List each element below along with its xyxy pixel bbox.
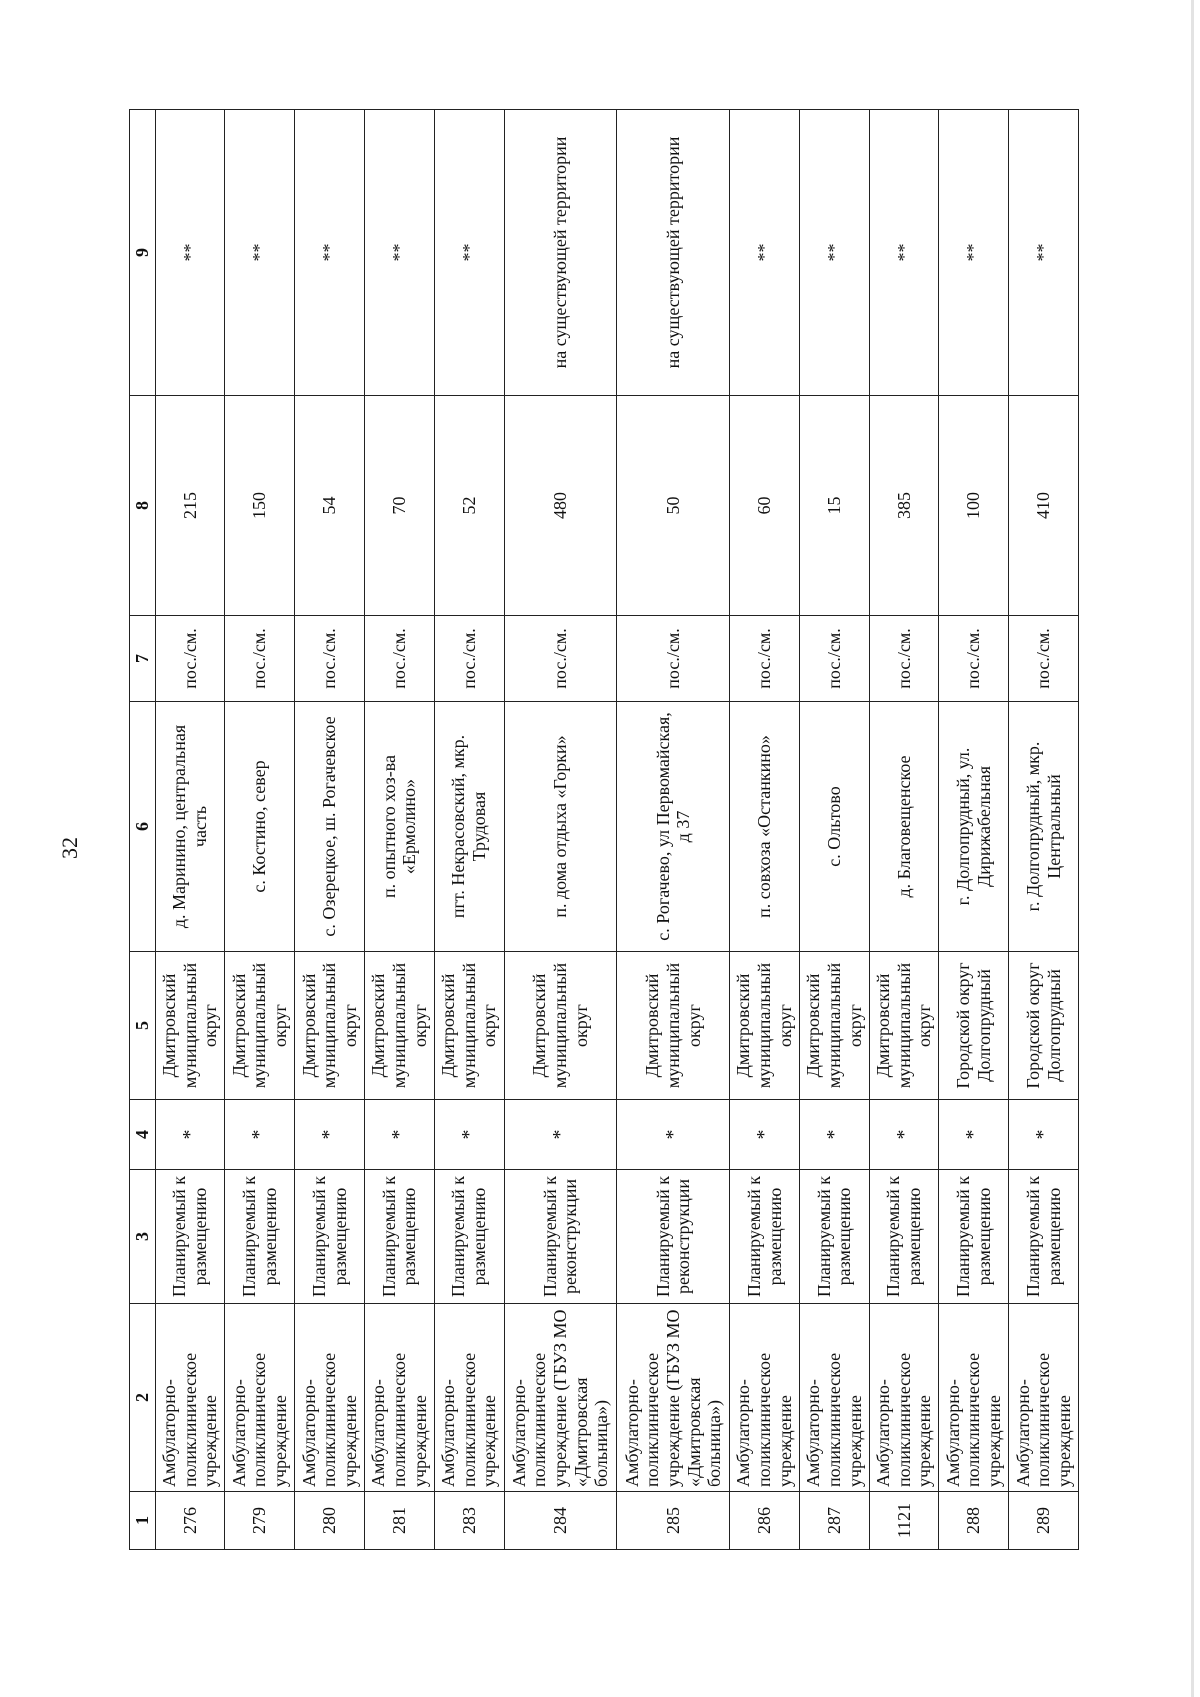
location: п. опытного хоз-ва «Ермолино» [364, 702, 434, 952]
note: ** [225, 110, 295, 396]
row-number: 279 [225, 1492, 295, 1550]
row-number: 286 [730, 1492, 800, 1550]
location: г. Долгопрудный, мкр. Центральный [1009, 702, 1079, 952]
note: ** [869, 110, 939, 396]
star-mark: * [434, 1100, 504, 1170]
page-number: 32 [57, 837, 82, 859]
star-mark: * [617, 1100, 730, 1170]
table-row [617, 110, 730, 1550]
row-number: 1121 [869, 1492, 939, 1550]
facility-status: Планируемый к размещению [730, 1170, 800, 1304]
facility-name: Амбулаторно-поликлиническое учреждение [799, 1304, 869, 1492]
star-mark: * [364, 1100, 434, 1170]
table-container [129, 110, 1079, 1550]
location: п. совхоза «Останкино» [730, 702, 800, 952]
capacity: 480 [504, 396, 617, 616]
facility-name: Амбулаторно-поликлиническое учреждение [295, 1304, 365, 1492]
row-number: 288 [939, 1492, 1009, 1550]
district: Дмитровский муниципальный округ [730, 952, 800, 1100]
facility-status: Планируемый к размещению [1009, 1170, 1079, 1304]
unit: пос./см. [799, 616, 869, 702]
unit: пос./см. [939, 616, 1009, 702]
capacity: 52 [434, 396, 504, 616]
facility-name: Амбулаторно-поликлиническое учреждение [939, 1304, 1009, 1492]
unit: пос./см. [364, 616, 434, 702]
note: ** [939, 110, 1009, 396]
row-number: 276 [155, 1492, 225, 1550]
district: Городской округ Долгопрудный [939, 952, 1009, 1100]
unit: пос./см. [1009, 616, 1079, 702]
location: с. Рогачево, ул Первомайская, д 37 [617, 702, 730, 952]
table-row [504, 110, 617, 1550]
table-row [295, 110, 365, 1550]
unit: пос./см. [730, 616, 800, 702]
facility-status: Планируемый к размещению [155, 1170, 225, 1304]
row-number: 289 [1009, 1492, 1079, 1550]
table-row [1009, 110, 1079, 1550]
facility-name: Амбулаторно-поликлиническое учреждение [730, 1304, 800, 1492]
district: Дмитровский муниципальный округ [225, 952, 295, 1100]
facility-status: Планируемый к размещению [364, 1170, 434, 1304]
row-number: 284 [504, 1492, 617, 1550]
facility-status: Планируемый к размещению [869, 1170, 939, 1304]
unit: пос./см. [155, 616, 225, 702]
district: Дмитровский муниципальный округ [434, 952, 504, 1100]
header-cell-3: 3 [130, 1170, 156, 1304]
star-mark: * [799, 1100, 869, 1170]
facility-name: Амбулаторно-поликлиническое учреждение [869, 1304, 939, 1492]
unit: пос./см. [434, 616, 504, 702]
facility-status: Планируемый к размещению [434, 1170, 504, 1304]
star-mark: * [730, 1100, 800, 1170]
note: ** [1009, 110, 1079, 396]
table-row [225, 110, 295, 1550]
unit: пос./см. [225, 616, 295, 702]
district: Городской округ Долгопрудный [1009, 952, 1079, 1100]
location: п. дома отдыха «Горки» [504, 702, 617, 952]
district: Дмитровский муниципальный округ [364, 952, 434, 1100]
facility-name: Амбулаторно-поликлиническое учреждение [225, 1304, 295, 1492]
location: г. Долгопрудный, ул. Дирижабельная [939, 702, 1009, 952]
data-table [129, 109, 1079, 1550]
table-row [799, 110, 869, 1550]
note: ** [155, 110, 225, 396]
row-number: 283 [434, 1492, 504, 1550]
star-mark: * [295, 1100, 365, 1170]
note: на существующей территории [504, 110, 617, 396]
note: ** [364, 110, 434, 396]
district: Дмитровский муниципальный округ [799, 952, 869, 1100]
star-mark: * [504, 1100, 617, 1170]
facility-status: Планируемый к реконструкции [504, 1170, 617, 1304]
capacity: 385 [869, 396, 939, 616]
row-number: 280 [295, 1492, 365, 1550]
unit: пос./см. [504, 616, 617, 702]
capacity: 215 [155, 396, 225, 616]
star-mark: * [1009, 1100, 1079, 1170]
header-cell-5: 5 [130, 952, 156, 1100]
header-cell-6: 6 [130, 702, 156, 952]
header-cell-4: 4 [130, 1100, 156, 1170]
row-number: 287 [799, 1492, 869, 1550]
district: Дмитровский муниципальный округ [295, 952, 365, 1100]
note: ** [295, 110, 365, 396]
unit: пос./см. [869, 616, 939, 702]
capacity: 54 [295, 396, 365, 616]
facility-name: Амбулаторно-поликлиническое учреждение [155, 1304, 225, 1492]
note: ** [799, 110, 869, 396]
capacity: 410 [1009, 396, 1079, 616]
location: д. Благовещенское [869, 702, 939, 952]
capacity: 50 [617, 396, 730, 616]
unit: пос./см. [617, 616, 730, 702]
scan-edge-line [1191, 0, 1194, 1697]
table-row [869, 110, 939, 1550]
header-row [130, 110, 156, 1550]
row-number: 281 [364, 1492, 434, 1550]
header-cell-9: 9 [130, 110, 156, 396]
district: Дмитровский муниципальный округ [617, 952, 730, 1100]
district: Дмитровский муниципальный округ [869, 952, 939, 1100]
location: пгт. Некрасовский, мкр. Трудовая [434, 702, 504, 952]
table-row [364, 110, 434, 1550]
facility-status: Планируемый к размещению [225, 1170, 295, 1304]
table-row [434, 110, 504, 1550]
note: ** [434, 110, 504, 396]
location: с. Ольтово [799, 702, 869, 952]
unit: пос./см. [295, 616, 365, 702]
header-cell-2: 2 [130, 1304, 156, 1492]
star-mark: * [155, 1100, 225, 1170]
header-cell-8: 8 [130, 396, 156, 616]
star-mark: * [939, 1100, 1009, 1170]
facility-name: Амбулаторно-поликлиническое учреждение (ГБУЗ МО «Дмитровская больница») [617, 1304, 730, 1492]
facility-status: Планируемый к размещению [939, 1170, 1009, 1304]
table-row [730, 110, 800, 1550]
facility-status: Планируемый к размещению [295, 1170, 365, 1304]
header-cell-7: 7 [130, 616, 156, 702]
row-number: 285 [617, 1492, 730, 1550]
star-mark: * [225, 1100, 295, 1170]
district: Дмитровский муниципальный округ [155, 952, 225, 1100]
capacity: 70 [364, 396, 434, 616]
location: с. Костино, север [225, 702, 295, 952]
note: на существующей территории [617, 110, 730, 396]
header-cell-1: 1 [130, 1492, 156, 1550]
facility-name: Амбулаторно-поликлиническое учреждение [364, 1304, 434, 1492]
star-mark: * [869, 1100, 939, 1170]
capacity: 15 [799, 396, 869, 616]
facility-name: Амбулаторно-поликлиническое учреждение (ГБУЗ МО «Дмитровская больница») [504, 1304, 617, 1492]
facility-status: Планируемый к размещению [799, 1170, 869, 1304]
location: с. Озерецкое, ш. Рогачевское [295, 702, 365, 952]
facility-name: Амбулаторно-поликлиническое учреждение [434, 1304, 504, 1492]
table-row [155, 110, 225, 1550]
location: д. Маринино, центральная часть [155, 702, 225, 952]
capacity: 150 [225, 396, 295, 616]
table-row [939, 110, 1009, 1550]
capacity: 60 [730, 396, 800, 616]
facility-status: Планируемый к реконструкции [617, 1170, 730, 1304]
note: ** [730, 110, 800, 396]
capacity: 100 [939, 396, 1009, 616]
district: Дмитровский муниципальный округ [504, 952, 617, 1100]
facility-name: Амбулаторно-поликлиническое учреждение [1009, 1304, 1079, 1492]
